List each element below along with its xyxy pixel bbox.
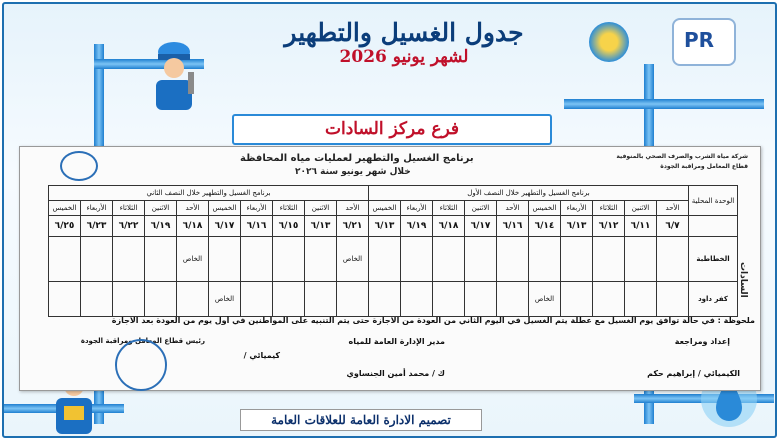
schedule-cell	[465, 282, 497, 317]
date-cell: ٦/٢٢	[113, 216, 145, 237]
day-header: الثلاثاء	[593, 201, 625, 216]
schedule-cell	[433, 282, 465, 317]
schedule-cell: الخاص	[177, 237, 209, 282]
day-header: الخميس	[529, 201, 561, 216]
second-half-header: برنامج الغسيل والتطهير خلال النصف الثاني	[49, 186, 369, 201]
schedule-cell	[305, 237, 337, 282]
date-cell: ٦/١٨	[433, 216, 465, 237]
schedule-cell	[625, 237, 657, 282]
schedule-table	[48, 185, 738, 317]
signature-manager-name: ك / محمد أمين الجنساوي	[346, 369, 445, 378]
day-header: الثلاثاء	[433, 201, 465, 216]
date-cell: ٦/١٣	[369, 216, 401, 237]
date-cell: ٦/١٦	[497, 216, 529, 237]
date-cell: ٦/١١	[625, 216, 657, 237]
schedule-cell	[49, 237, 81, 282]
schedule-document	[19, 146, 761, 391]
schedule-cell	[81, 237, 113, 282]
day-header: الأحد	[497, 201, 529, 216]
day-header: الأحد	[657, 201, 689, 216]
date-cell: ٦/١٧	[465, 216, 497, 237]
schedule-cell	[241, 282, 273, 317]
sector-name: قطاع المعامل ومراقبة الجودة	[660, 163, 748, 170]
pipe-decoration	[564, 99, 764, 109]
schedule-cell	[561, 237, 593, 282]
schedule-cell	[657, 282, 689, 317]
official-stamp	[115, 339, 167, 391]
schedule-cell	[305, 282, 337, 317]
day-header: الخميس	[49, 201, 81, 216]
day-header: الخميس	[209, 201, 241, 216]
unit-name: السادات	[738, 262, 748, 298]
unit-spacer	[689, 216, 738, 237]
schedule-cell	[401, 282, 433, 317]
date-cell: ٦/١٥	[273, 216, 305, 237]
day-header: الثلاثاء	[273, 201, 305, 216]
signature-prep-name: الكيميائي / إبراهيم حكم	[647, 369, 740, 378]
schedule-cell	[209, 237, 241, 282]
date-cell: ٦/١٣	[561, 216, 593, 237]
period-label: خلال شهر يونيو سنة ٢٠٢٦	[295, 167, 411, 177]
date-cell: ٦/١٩	[145, 216, 177, 237]
day-header: الاثنين	[305, 201, 337, 216]
signature-head-title: رئيس قطاع المعامل ومراقبة الجودة	[80, 337, 205, 345]
day-header: الأربعاء	[401, 201, 433, 216]
schedule-cell	[273, 237, 305, 282]
schedule-cell	[657, 237, 689, 282]
schedule-cell	[369, 282, 401, 317]
date-cell: ٦/١٩	[401, 216, 433, 237]
date-cell: ٦/١٤	[529, 216, 561, 237]
schedule-cell	[497, 237, 529, 282]
schedule-cell	[49, 282, 81, 317]
poster-frame	[2, 2, 777, 438]
date-cell: ٦/١٧	[209, 216, 241, 237]
schedule-cell	[145, 282, 177, 317]
day-header: الاثنين	[625, 201, 657, 216]
day-header: الأحد	[177, 201, 209, 216]
day-header: الثلاثاء	[113, 201, 145, 216]
day-header: الأربعاء	[241, 201, 273, 216]
schedule-cell	[465, 237, 497, 282]
date-cell: ٦/١٦	[241, 216, 273, 237]
program-title: برنامج الغسيل والتطهير لعمليات مياه المحافظة	[240, 153, 474, 164]
page-title: جدول الغسيل والتطهير	[284, 18, 524, 47]
signature-chemist-title: كيميائي /	[243, 351, 280, 360]
village-row	[49, 237, 738, 282]
first-half-header: برنامج الغسيل والتطهير خلال النصف الأول	[369, 186, 689, 201]
schedule-cell	[145, 237, 177, 282]
footer-credit: تصميم الادارة العامة للعلاقات العامة	[240, 409, 482, 431]
schedule-cell	[529, 237, 561, 282]
schedule-cell	[273, 282, 305, 317]
schedule-cell	[241, 237, 273, 282]
date-cell: ٦/١٣	[305, 216, 337, 237]
days-row	[49, 201, 738, 216]
date-cell: ٦/٢٥	[49, 216, 81, 237]
schedule-cell	[497, 282, 529, 317]
date-cell: ٦/٧	[657, 216, 689, 237]
pr-logo-text: PR	[684, 28, 715, 52]
day-header: الخميس	[369, 201, 401, 216]
document-seal	[60, 151, 98, 181]
village-row	[49, 282, 738, 317]
worker-illustration-top	[144, 34, 204, 114]
day-header: الأربعاء	[81, 201, 113, 216]
date-cell: ٦/١٨	[177, 216, 209, 237]
village-label: كفر داود	[689, 282, 738, 317]
signature-prep-title: إعداد ومراجعة	[674, 337, 730, 346]
day-header: الأحد	[337, 201, 369, 216]
day-header: الأربعاء	[561, 201, 593, 216]
schedule-cell: الخاص	[337, 237, 369, 282]
schedule-cell	[401, 237, 433, 282]
schedule-cell: الخاص	[209, 282, 241, 317]
day-header: الاثنين	[145, 201, 177, 216]
pr-logo	[672, 18, 736, 66]
village-label: الخطاطبة	[689, 237, 738, 282]
signature-manager-title: مدير الإدارة العامة للمياه	[348, 337, 445, 346]
date-cell: ٦/٢٣	[81, 216, 113, 237]
schedule-cell	[337, 282, 369, 317]
date-cell: ٦/٢١	[337, 216, 369, 237]
schedule-cell	[593, 282, 625, 317]
dates-row	[49, 216, 738, 237]
holiday-note: ملحوظة : في حالة توافق يوم الغسيل مع عطلة يتم الغسيل في اليوم الثاني من العودة من الاجازة حتى يتم التنبيه على المواطنين في أول يوم من العودة بعد الاجازة	[111, 316, 755, 325]
company-name: شركة مياه الشرب والصرف الصحي بالمنوفية	[616, 153, 748, 160]
month-subtitle: لشهر يونيو 2026	[339, 47, 469, 67]
schedule-cell	[433, 237, 465, 282]
company-logo	[589, 22, 629, 62]
schedule-cell	[81, 282, 113, 317]
branch-banner: فرع مركز السادات	[232, 114, 552, 145]
schedule-cell	[593, 237, 625, 282]
schedule-cell: الخاص	[529, 282, 561, 317]
schedule-cell	[625, 282, 657, 317]
schedule-cell	[561, 282, 593, 317]
day-header: الاثنين	[465, 201, 497, 216]
unit-header: الوحدة المحلية	[689, 186, 738, 216]
date-cell: ٦/١٢	[593, 216, 625, 237]
schedule-cell	[177, 282, 209, 317]
schedule-cell	[113, 237, 145, 282]
schedule-cell	[369, 237, 401, 282]
schedule-cell	[113, 282, 145, 317]
